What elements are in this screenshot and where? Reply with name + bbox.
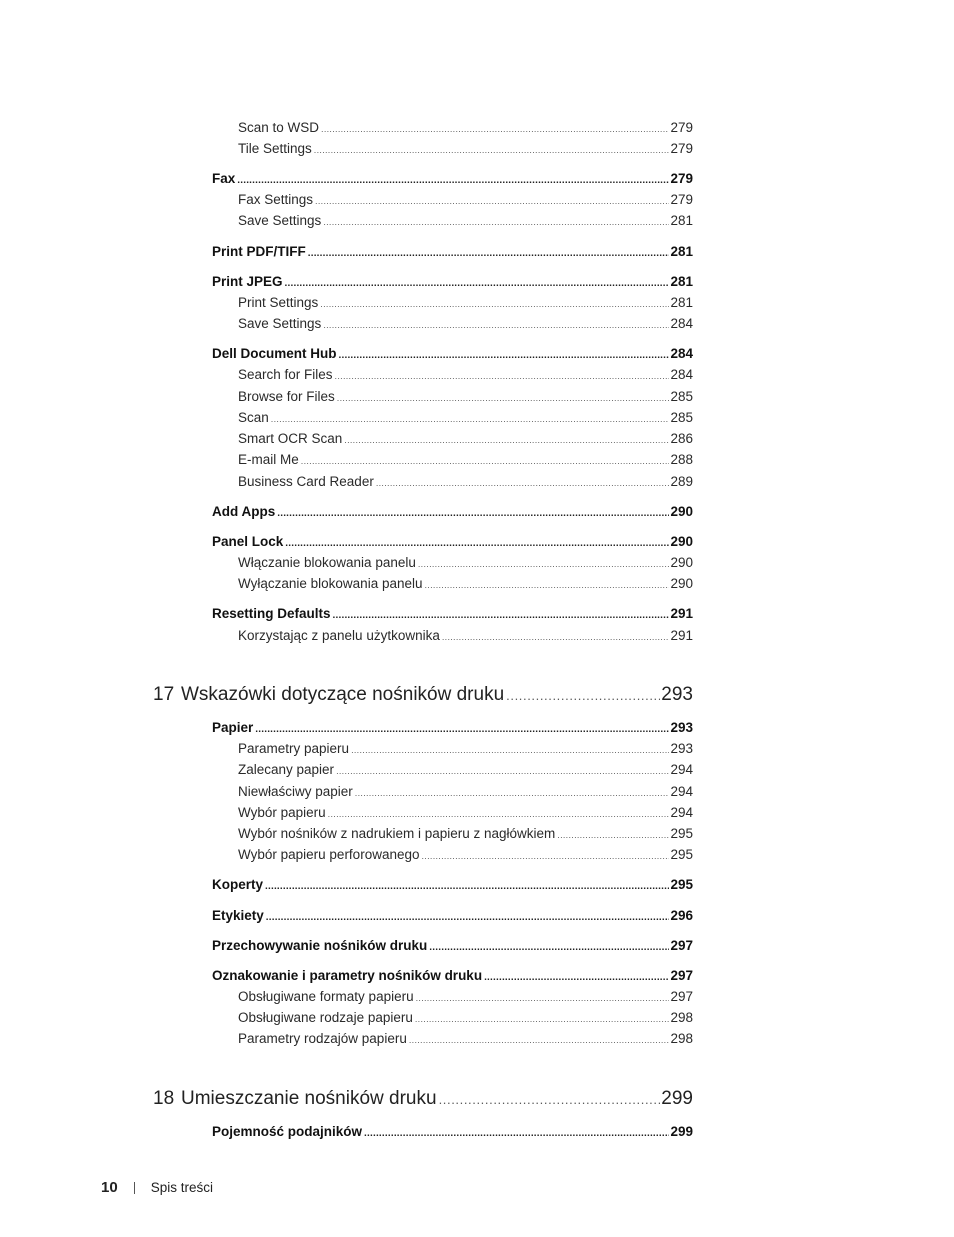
toc-dot-leader [416,993,670,1003]
toc-dot-leader [351,745,669,755]
toc-entry-title: Wskazówki dotyczące nośników druku [181,684,505,705]
toc-dot-leader [308,248,670,259]
toc-entry-title: Parametry rodzajów papieru [238,1031,407,1046]
toc-entry-title: Koperty [212,877,264,892]
toc-chapter-number: 18 [153,1088,175,1109]
toc-entry-title: Resetting Defaults [212,606,331,621]
toc-entry-title: Business Card Reader [238,474,374,489]
toc-dot-leader [557,830,669,840]
toc-entry-title: Scan to WSD [238,120,320,135]
toc-page-number: 294 [670,805,693,820]
toc-entry-title: Pojemność podajników [212,1124,363,1139]
footer-section-title: Spis treści [150,1180,213,1195]
toc-page-number: 293 [661,684,693,705]
toc-entry-title: Przechowywanie nośników druku [212,938,428,953]
toc-entry-title: Browse for Files [238,389,335,404]
toc-chapter-number: 17 [153,684,175,705]
toc-page-number: 281 [670,244,693,259]
toc-dot-leader [415,1014,670,1024]
toc-dot-leader [409,1035,670,1045]
toc-dot-leader [315,196,669,206]
toc-page-number: 279 [670,171,693,186]
toc-dot-leader [376,478,670,488]
toc-page-number: 284 [670,367,693,382]
toc-entry-title: Wybór papieru perforowanego [238,847,420,862]
toc-subsection-entry[interactable] [238,576,693,594]
toc-page-number: 293 [670,720,693,735]
toc-entry-title: Korzystając z panelu użytkownika [238,628,440,643]
toc-dot-leader [255,724,669,735]
toc-subsection-entry[interactable] [238,989,693,1007]
toc-page-number: 281 [670,213,693,228]
toc-subsection-entry[interactable] [238,805,693,823]
toc-subsection-entry[interactable] [238,474,693,492]
toc-page-number: 291 [670,628,693,643]
toc-entry-title: Papier [212,720,254,735]
toc-page-number: 297 [670,989,693,1004]
toc-page-number: 294 [670,762,693,777]
toc-section-entry[interactable] [212,274,693,292]
toc-subsection-entry[interactable] [238,141,693,159]
toc-dot-leader [265,881,669,892]
toc-section-entry[interactable] [212,346,693,364]
toc-dot-leader [333,610,670,621]
toc-page-number: 293 [670,741,693,756]
toc-subsection-entry[interactable] [238,784,693,802]
toc-dot-leader [425,580,670,590]
toc-dot-leader [237,175,669,186]
toc-subsection-entry[interactable] [238,367,693,385]
toc-dot-leader [328,809,670,819]
toc-entry-title: Save Settings [238,213,322,228]
toc-entry-title: Tile Settings [238,141,312,156]
toc-section-entry[interactable] [212,938,693,956]
toc-subsection-entry[interactable] [238,431,693,449]
toc-entry-title: Smart OCR Scan [238,431,343,446]
toc-dot-leader [285,278,670,289]
toc-page-number: 297 [670,938,693,953]
toc-dot-leader [337,393,670,403]
toc-section-entry[interactable] [212,244,693,262]
toc-entry-title: Wyłączanie blokowania panelu [238,576,423,591]
toc-entry-title: Niewłaściwy papier [238,784,353,799]
toc-page-number: 284 [670,316,693,331]
toc-page-number: 290 [670,504,693,519]
toc-section-entry[interactable] [212,171,693,189]
toc-subsection-entry[interactable] [238,389,693,407]
toc-dot-leader [320,299,669,309]
toc-entry-title: Scan [238,410,269,425]
toc-subsection-entry[interactable] [238,826,693,844]
toc-section-entry[interactable] [212,968,693,986]
toc-page-number: 279 [670,141,693,156]
toc-dot-leader [271,414,670,424]
toc-subsection-entry[interactable] [238,741,693,759]
toc-chapter-entry[interactable] [153,1088,693,1114]
toc-dot-leader [355,788,670,798]
toc-dot-leader [323,320,669,330]
toc-subsection-entry[interactable] [238,762,693,780]
toc-entry-title: Obsługiwane formaty papieru [238,989,414,1004]
toc-section-entry[interactable] [212,877,693,895]
toc-dot-leader [321,124,669,134]
toc-entry-title: Etykiety [212,908,264,923]
toc-page-number: 279 [670,120,693,135]
footer-divider [134,1182,135,1194]
toc-dot-leader [314,145,670,155]
toc-dot-leader [484,972,669,983]
toc-subsection-entry[interactable] [238,847,693,865]
toc-entry-title: Obsługiwane rodzaje papieru [238,1010,413,1025]
toc-page-number: 281 [670,274,693,289]
toc-page-number: 279 [670,192,693,207]
toc-chapter-entry[interactable] [153,684,693,710]
toc-page-number: 295 [670,826,693,841]
toc-page-number: 297 [670,968,693,983]
toc-dot-leader [344,435,669,445]
toc-page-number: 289 [670,474,693,489]
toc-page-number: 288 [670,452,693,467]
toc-page-number: 290 [670,555,693,570]
footer-page-number: 10 [101,1179,118,1196]
toc-subsection-entry[interactable] [238,555,693,573]
toc-subsection-entry[interactable] [238,192,693,210]
toc-subsection-entry[interactable] [238,316,693,334]
toc-section-entry[interactable] [212,908,693,926]
toc-entry-title: Print Settings [238,295,319,310]
toc-dot-leader [339,350,670,361]
toc-subsection-entry[interactable] [238,213,693,231]
toc-subsection-entry[interactable] [238,120,693,138]
toc-entry-title: Oznakowanie i parametry nośników druku [212,968,483,983]
toc-dot-leader [336,766,669,776]
toc-section-entry[interactable] [212,534,693,552]
page-footer [101,1179,213,1196]
toc-page-number: 299 [670,1124,693,1139]
toc-section-entry[interactable] [212,504,693,522]
toc-page-number: 299 [661,1088,693,1109]
toc-dot-leader [277,508,669,519]
toc-page-number: 286 [670,431,693,446]
toc-page-number: 281 [670,295,693,310]
toc-dot-leader [422,851,670,861]
toc-subsection-entry[interactable] [238,295,693,313]
toc-dot-leader [266,912,670,923]
toc-dot-leader [335,371,670,381]
toc-entry-title: Parametry papieru [238,741,350,756]
toc-entry-title: Print PDF/TIFF [212,244,306,259]
toc-entry-title: Search for Files [238,367,333,382]
toc-page-number: 295 [670,877,693,892]
toc-entry-title: Włączanie blokowania panelu [238,555,416,570]
toc-page-number: 296 [670,908,693,923]
toc-entry-title: Print JPEG [212,274,283,289]
toc-subsection-entry[interactable] [238,452,693,470]
toc-entry-title: Add Apps [212,504,276,519]
toc-page-number: 284 [670,346,693,361]
toc-section-entry[interactable] [212,606,693,624]
toc-entry-title: Wybór nośników z nadrukiem i papieru z nagłówkiem [238,826,556,841]
toc-dot-leader [285,538,669,549]
toc-section-entry[interactable] [212,1124,693,1142]
toc-dot-leader [323,217,669,227]
toc-entry-title: Fax [212,171,236,186]
toc-dot-leader [439,1092,661,1107]
toc-page-number: 285 [670,410,693,425]
toc-dot-leader [364,1128,669,1139]
toc-dot-leader [506,688,660,703]
toc-page-number: 298 [670,1031,693,1046]
toc-page-number: 294 [670,784,693,799]
toc-entry-title: Fax Settings [238,192,314,207]
toc-entry-title: Zalecany papier [238,762,335,777]
toc-entry-title: E-mail Me [238,452,299,467]
toc-subsection-entry[interactable] [238,410,693,428]
toc-subsection-entry[interactable] [238,1031,693,1049]
toc-page-number: 298 [670,1010,693,1025]
toc-page-number: 290 [670,576,693,591]
toc-subsection-entry[interactable] [238,628,693,646]
toc-page-number: 290 [670,534,693,549]
toc-entry-title: Umieszczanie nośników druku [181,1088,437,1109]
toc-page-number: 285 [670,389,693,404]
toc-entry-title: Wybór papieru [238,805,326,820]
toc-entry-title: Dell Document Hub [212,346,337,361]
toc-section-entry[interactable] [212,720,693,738]
toc-subsection-entry[interactable] [238,1010,693,1028]
toc-dot-leader [301,456,670,466]
toc-dot-leader [418,559,670,569]
toc-dot-leader [429,942,669,953]
toc-page-number: 295 [670,847,693,862]
toc-page-number: 291 [670,606,693,621]
toc-entry-title: Panel Lock [212,534,284,549]
toc-entry-title: Save Settings [238,316,322,331]
toc-dot-leader [442,632,670,642]
